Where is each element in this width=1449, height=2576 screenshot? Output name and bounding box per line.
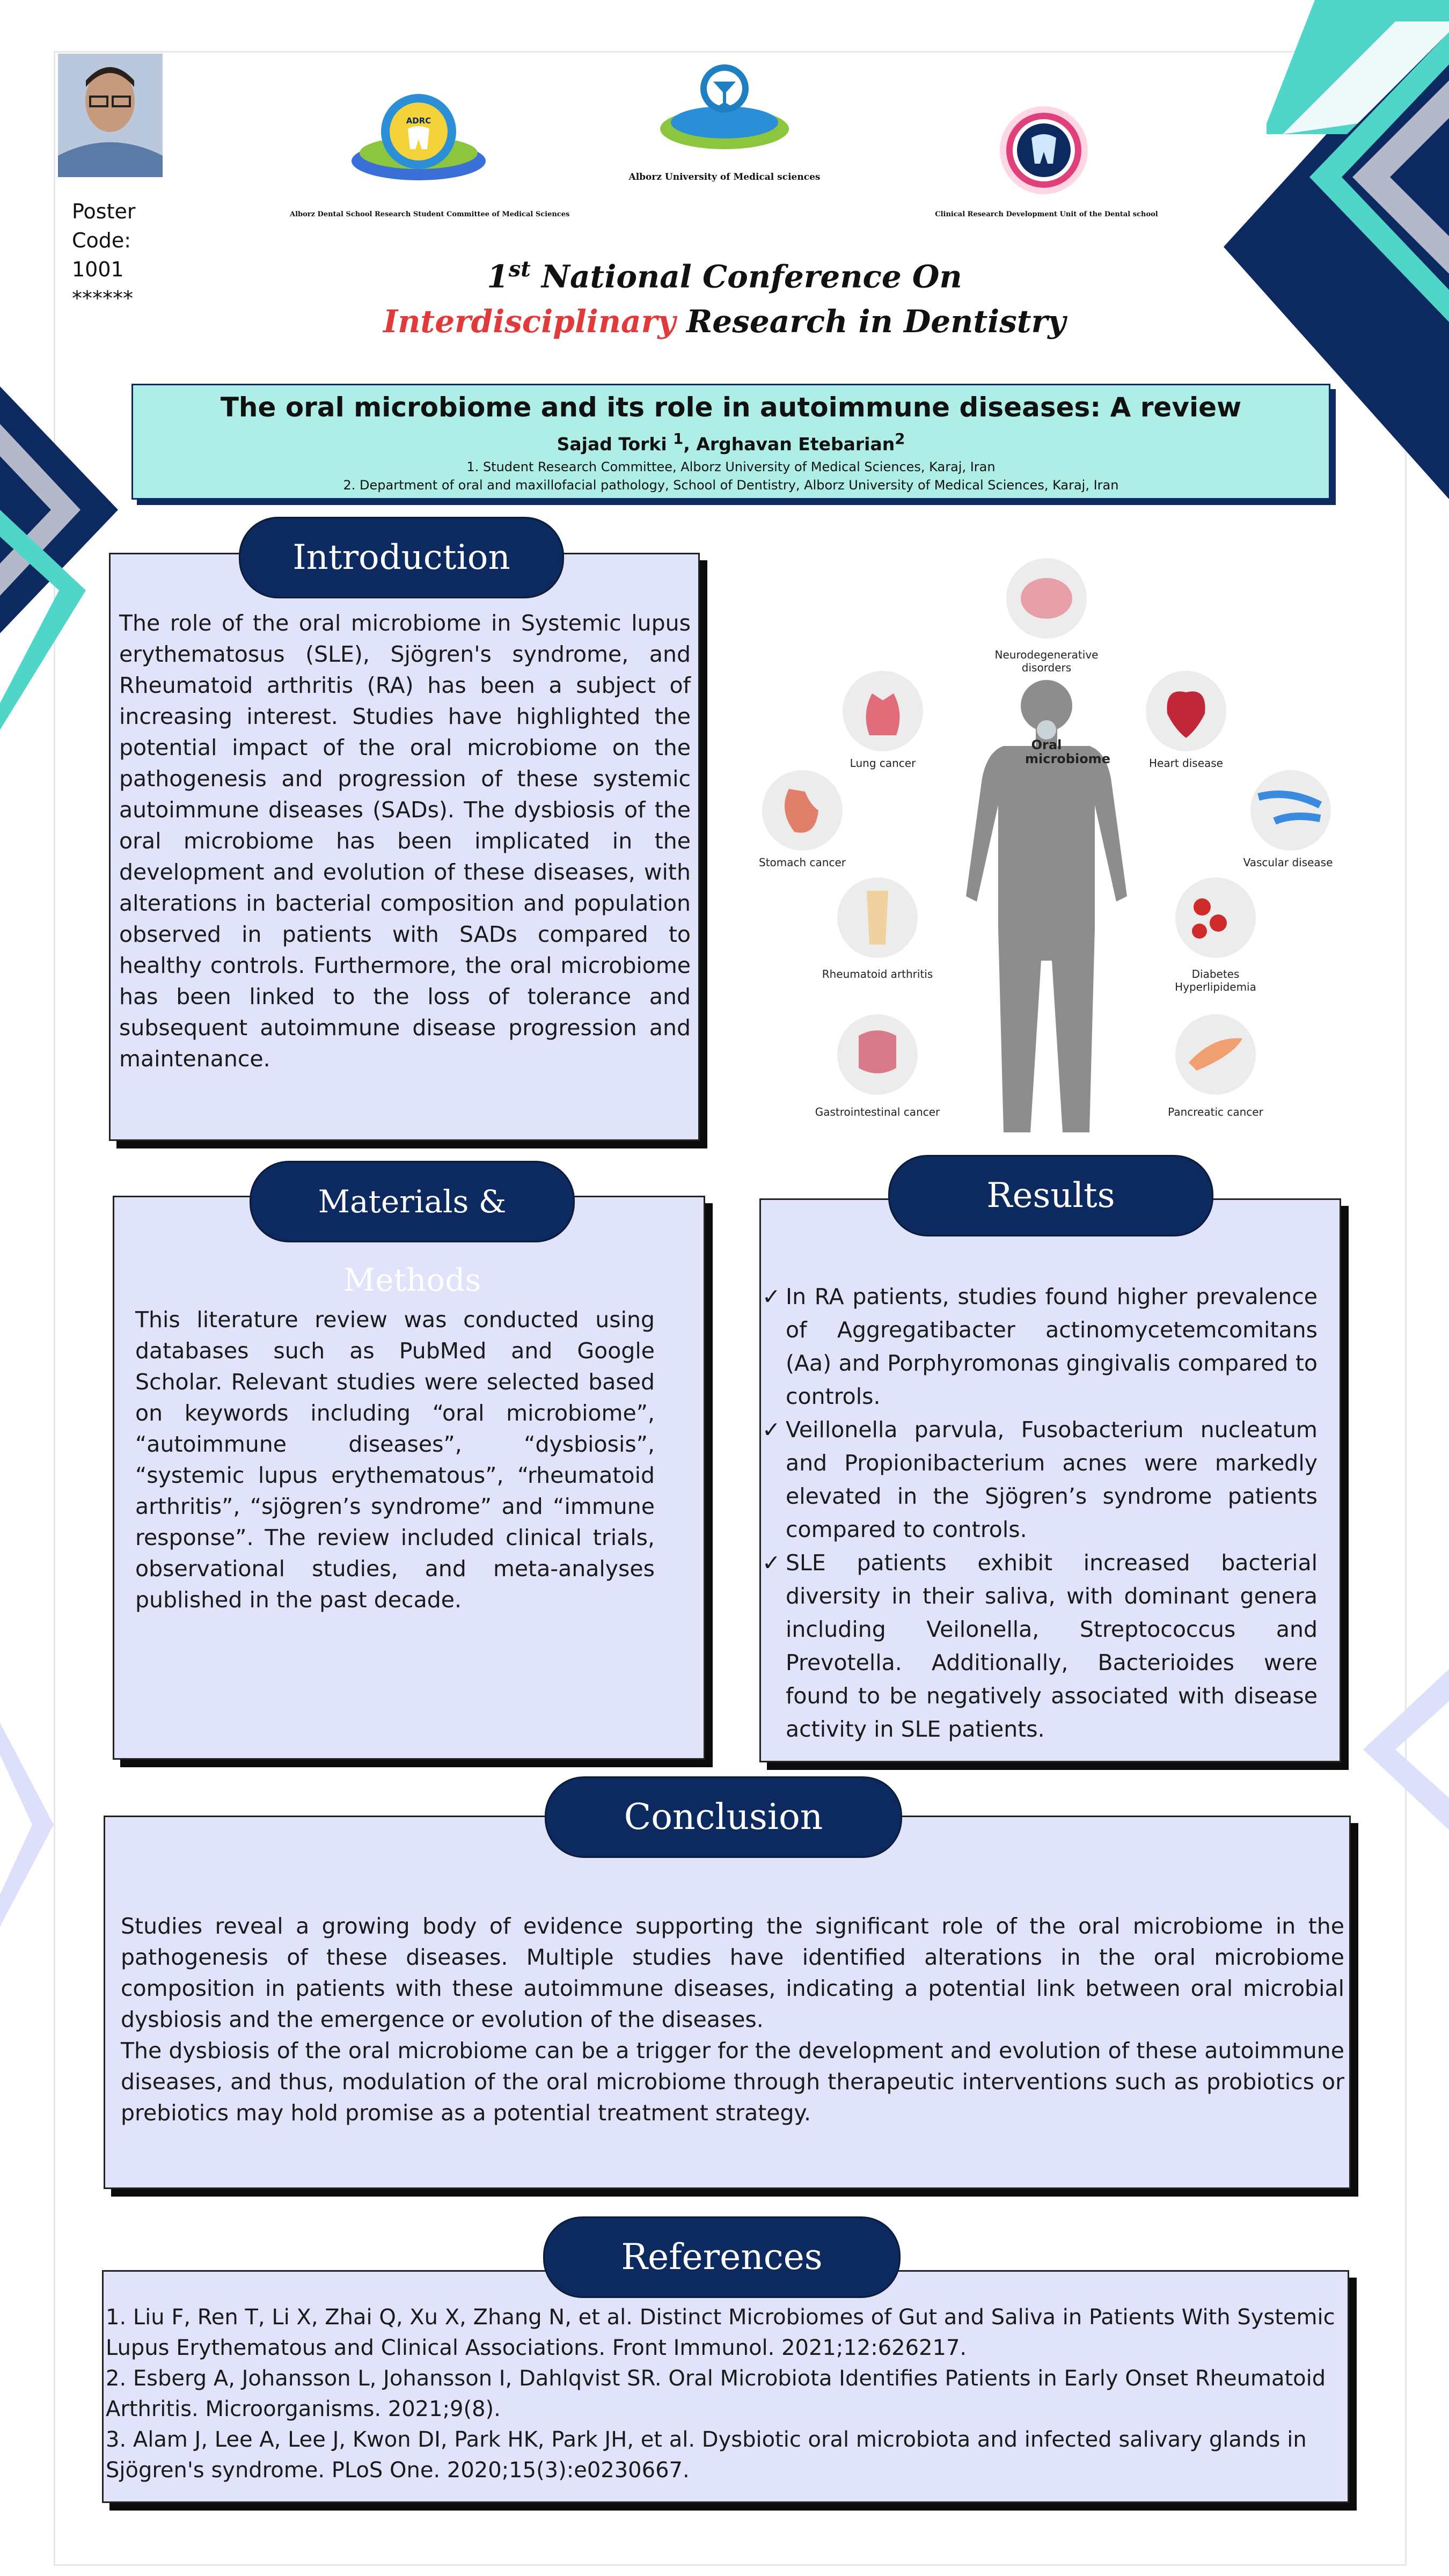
label-gi-cancer: Gastrointestinal cancer	[815, 1106, 940, 1118]
right-faint-chevron	[1363, 1669, 1449, 1830]
conference-title-line2: Interdisciplinary Research in Dentistry	[383, 303, 1066, 340]
conclusion-text	[121, 1911, 1344, 2128]
figure-center-label: Oral microbiome	[1025, 737, 1110, 766]
introduction-text: The role of the oral microbiome in Systemic lupus erythematosus (SLE), Sjögren's syndrome, and Rheumatoid arthritis (RA) has been a subject of increasing interest. Studies have highlighted the potential impact of the oral microbiome on the pathogenesis and progression of these systemic autoimmune diseases (SADs). The dysbiosis of the oral microbiome has been implicated in the development and evolution of these diseases, with alterations in bacterial composition and population observed in patients with SADs compared to healthy controls. Furthermore, the oral microbiome has been linked to the loss of tolerance and subsequent autoimmune disease progression and maintenance.	[119, 610, 691, 1072]
results-heading: Results	[888, 1155, 1213, 1236]
university-logo	[657, 59, 792, 161]
pancreas-icon	[1175, 1014, 1256, 1095]
dental-school-logo	[349, 86, 488, 193]
title-box	[131, 384, 1330, 500]
reference-item: 1. Liu F, Ren T, Li X, Zhai Q, Xu X, Zhang N, et al. Distinct Microbiomes of Gut and Saliva in Patients With Systemic Lupus Erythematous and Clinical Associations. Front Immunol. 2021;12:626217.	[106, 2305, 1335, 2360]
references-heading: References	[543, 2216, 901, 2298]
vessel-icon	[1250, 770, 1331, 851]
references-list	[106, 2302, 1340, 2486]
affiliation-2: 2. Department of oral and maxillofacial pathology, School of Dentistry, Alborz University of Medical Sciences, Karaj, Iran	[343, 478, 1119, 493]
label-lung-cancer: Lung cancer	[850, 757, 916, 770]
heart-icon	[1146, 671, 1226, 751]
results-list	[762, 1280, 1318, 1746]
poster-code: Poster Code: 1001 ******	[72, 200, 136, 310]
left-logo-caption: Alborz Dental School Research Student Committee of Medical Sciences	[290, 210, 570, 218]
clinical-unit-logo	[998, 105, 1089, 196]
results-item: ✓ Veillonella parvula, Fusobacterium nucleatum and Propionibacterium acnes were markedly elevated in the Sjögren’s syndrome patients compared to controls.	[762, 1417, 1318, 1542]
blood-cells-icon	[1175, 877, 1256, 958]
university-logo-caption: Alborz University of Medical sciences	[628, 172, 821, 182]
results-item: ✓ SLE patients exhibit increased bacterial diversity in their saliva, with dominant genera including Veilonella, Streptococcus and Prevotella. Additionally, Bacterioides were found to be negatively associated with disease activity in SLE patients.	[762, 1550, 1318, 1742]
label-heart-disease: Heart disease	[1149, 757, 1223, 770]
methods-heading: Materials & Methods	[250, 1161, 575, 1242]
poster-title: The oral microbiome and its role in autoimmune diseases: A review	[220, 392, 1242, 423]
conference-title-line1: 1st National Conference On	[487, 257, 962, 295]
label-pancreatic-cancer: Pancreatic cancer	[1168, 1106, 1263, 1118]
joint-icon	[837, 877, 918, 958]
label-stomach-cancer: Stomach cancer	[759, 856, 846, 869]
conclusion-heading: Conclusion	[545, 1776, 902, 1858]
affiliation-1: 1. Student Research Committee, Alborz University of Medical Sciences, Karaj, Iran	[466, 459, 996, 474]
conclusion-paragraph-1: Studies reveal a growing body of evidence supporting the significant role of the oral microbiome in the pathogenesis of these diseases. Multiple studies have identified alterations in the oral microbiome composition in patients with these autoimmune diseases, indicating a potential link between oral microbial dysbiosis and the emergence or evolution of the diseases.	[121, 1913, 1344, 2032]
lungs-icon	[843, 671, 923, 751]
results-list-wrap	[762, 1280, 1318, 1746]
conclusion-paragraph-2: The dysbiosis of the oral microbiome can be a trigger for the development and evolution of these autoimmune diseases, and thus, modulation of the oral microbiome through therapeutic interventions such as probiotics or prebiotics may hold promise as a potential treatment strategy.	[121, 2038, 1344, 2126]
results-item: ✓ In RA patients, studies found higher prevalence of Aggregatibacter actinomycetemcomitans (Aa) and Porphyromonas gingivalis compared to controls.	[762, 1284, 1318, 1409]
methods-text: This literature review was conducted using databases such as PubMed and Google Scholar. Relevant studies were selected based on keywords including “oral microbiome”, “autoimmune diseases”, “dysbiosis”, “systemic lupus erythematous”, “rheumatoid arthritis”, “sjögren’s syndrome” and “immune response”. The review included clinical trials, observational studies, and meta-analyses published in the past decade.	[135, 1307, 655, 1613]
clinical-unit-caption: Clinical Research Development Unit of the Dental school	[935, 210, 1158, 218]
left-faint-chevron	[0, 1723, 59, 1927]
label-vascular-disease: Vascular disease	[1243, 856, 1333, 869]
brain-icon	[1006, 558, 1087, 639]
author-photo	[58, 54, 163, 177]
logo-badge-text: ADRC	[406, 116, 431, 126]
oral-microbiome-figure	[751, 553, 1339, 1140]
label-rheumatoid-arthritis: Rheumatoid arthritis	[822, 968, 933, 980]
label-diabetes: Diabetes Hyperlipidemia	[1175, 968, 1256, 993]
stomach-icon	[762, 770, 843, 851]
introduction-heading: Introduction	[239, 517, 564, 598]
intestine-icon	[837, 1014, 918, 1095]
label-neurodegenerative: Neurodegenerative disorders	[994, 648, 1099, 674]
authors: Sajad Torki $^1$, Arghavan Etebarian$^2$	[557, 430, 905, 455]
reference-item: 2. Esberg A, Johansson L, Johansson I, Dahlqvist SR. Oral Microbiota Identifies Patients in Early Onset Rheumatoid Arthritis. Microorganisms. 2021;9(8).	[106, 2366, 1326, 2421]
reference-item: 3. Alam J, Lee A, Lee J, Kwon DI, Park HK, Park JH, et al. Dysbiotic oral microbiota and infected salivary glands in Sjögren's syndrome. PLoS One. 2020;15(3):e0230667.	[106, 2427, 1307, 2483]
left-chevrons	[0, 386, 123, 730]
